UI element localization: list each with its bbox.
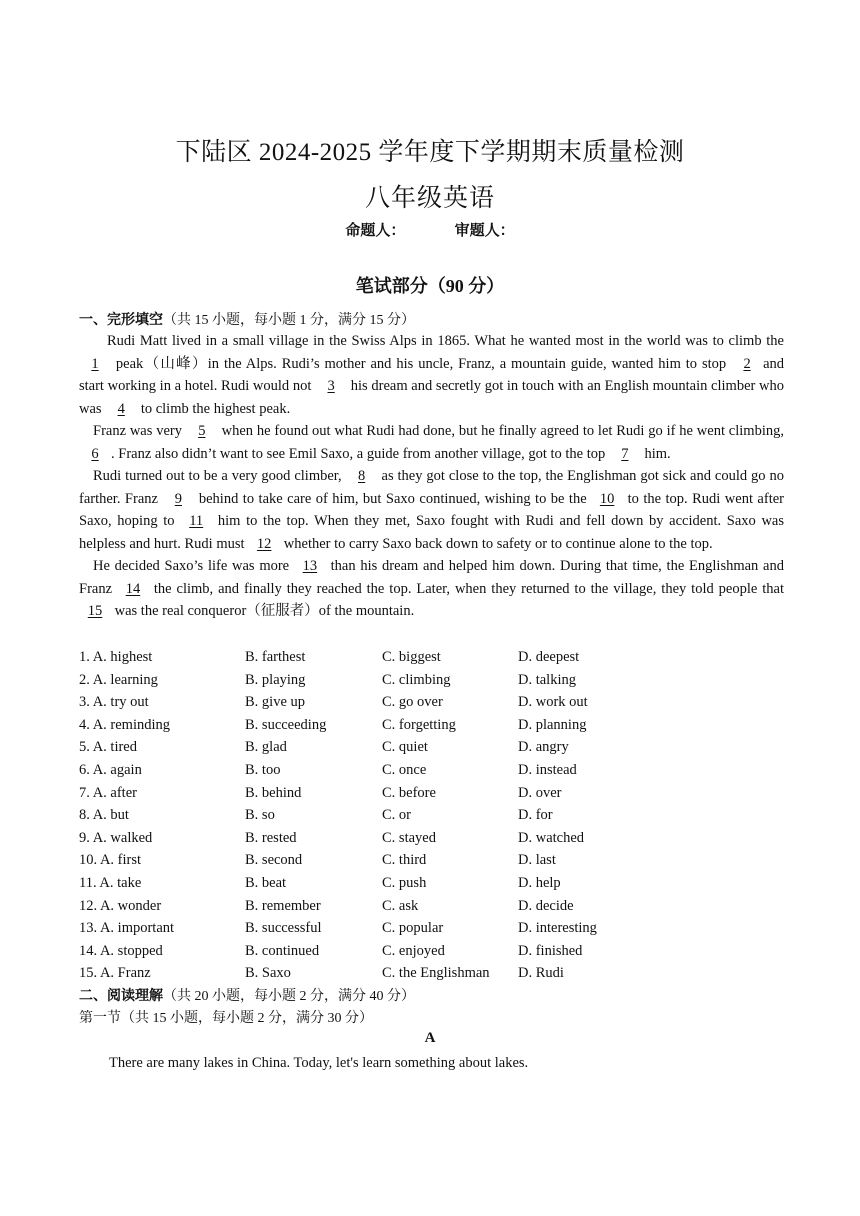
option-choice: C. push: [382, 874, 427, 891]
cloze-blank: 13: [302, 558, 318, 574]
part1-heading: [79, 309, 415, 329]
option-choice: 3. A. try out: [79, 694, 149, 711]
passage-text: . Franz also didn’t want to see Emil Saxo, a guide from another village, got to the top: [111, 445, 609, 462]
part1-heading-note: （共 15 小题，每小题 1 分，满分 15 分）: [163, 313, 415, 328]
passage-text: the climb, and finally they reached the top. Later, when they returned to the village, they told people that: [148, 580, 784, 597]
passage-text: than his dream and helped him down. During that time, the Englishman and Franz: [79, 558, 784, 597]
option-choice: 4. A. reminding: [79, 716, 171, 733]
option-choice: B. continued: [245, 942, 320, 959]
option-choice: B. glad: [245, 739, 287, 756]
setter-label: 命题人：: [345, 221, 406, 239]
passage-text: to the top. Rudi went after Saxo, hoping to: [79, 490, 784, 529]
passage-text: Rudi turned out to be a very good climber,: [93, 468, 346, 484]
option-choice: 10. A. first: [79, 852, 142, 869]
part2-heading: [79, 985, 415, 1005]
option-choice: B. give up: [245, 694, 306, 711]
option-row: [79, 895, 779, 918]
option-row: [79, 691, 779, 714]
option-choice: 11. A. take: [79, 874, 142, 891]
option-choice: 6. A. again: [79, 761, 142, 778]
cloze-blank: 9: [174, 490, 183, 507]
option-choice: C. once: [382, 761, 427, 778]
cloze-blank: 3: [327, 378, 335, 394]
option-choice: D. finished: [518, 942, 583, 959]
option-choice: C. climbing: [382, 671, 451, 688]
passage-text: Franz was very: [93, 423, 186, 439]
option-choice: C. the Englishman: [382, 965, 490, 982]
passage-text: and start working in a hotel. Rudi would not: [79, 355, 784, 394]
passage-text: him to the top. When they met, Saxo fought with Rudi and fell down by accident. Saxo was helpless and hurt. Rudi must: [79, 513, 784, 552]
option-row: [79, 872, 779, 895]
cloze-paragraph-2: [79, 420, 784, 465]
passage-text: as they got close to the top, the Englishman got sick and could go no farther. Franz: [79, 468, 784, 507]
option-choice: B. successful: [245, 920, 322, 937]
option-choice: B. so: [245, 807, 275, 824]
passage-text: whether to carry Saxo back down to safety or to continue alone to the top.: [280, 535, 713, 552]
option-choice: B. succeeding: [245, 716, 327, 733]
exam-subtitle: 八年级英语: [364, 185, 495, 212]
option-choice: D. last: [518, 852, 556, 869]
option-choice: D. deepest: [518, 649, 580, 665]
cloze-paragraph-1: [79, 330, 784, 420]
option-choice: D. Rudi: [518, 965, 564, 982]
passage-text: He decided Saxo’s life was more: [93, 558, 294, 574]
option-choice: B. beat: [245, 874, 287, 891]
option-choice: 5. A. tired: [79, 739, 137, 756]
option-choice: 15. A. Franz: [79, 965, 151, 982]
option-choice: C. before: [382, 784, 436, 801]
cloze-blank: 7: [621, 445, 629, 462]
option-row: [79, 849, 779, 872]
option-choice: C. or: [382, 807, 411, 824]
option-choice: B. playing: [245, 671, 306, 688]
option-choice: 7. A. after: [79, 784, 137, 801]
passage-text: behind to take care of him, but Saxo continued, wishing to be the: [194, 490, 592, 507]
reviewer-label: 审题人：: [454, 221, 515, 239]
option-choice: D. for: [518, 807, 553, 824]
option-choice: D. instead: [518, 761, 577, 778]
option-row: [79, 669, 779, 692]
cloze-paragraph-3: [79, 465, 784, 555]
option-choice: C. go over: [382, 694, 443, 711]
authors-line: [0, 219, 860, 240]
cloze-options: [79, 646, 779, 985]
option-row: [79, 827, 779, 850]
option-row: [79, 962, 779, 985]
option-choice: B. Saxo: [245, 965, 291, 982]
cloze-blank: 4: [117, 400, 125, 417]
passage-intro: There are many lakes in China. Today, let's learn something about lakes.: [109, 1055, 529, 1071]
option-choice: B. second: [245, 852, 303, 869]
option-choice: B. remember: [245, 897, 321, 914]
cloze-passage: [79, 330, 784, 623]
passage-text: to climb the highest peak.: [137, 400, 291, 417]
cloze-blank: 14: [125, 580, 141, 597]
option-choice: D. over: [518, 784, 562, 801]
option-choice: 8. A. but: [79, 807, 129, 824]
cloze-blank: 5: [198, 423, 206, 439]
option-choice: D. interesting: [518, 920, 597, 937]
option-row: [79, 736, 779, 759]
option-row: [79, 782, 779, 805]
section-title: 笔试部分（90 分）: [355, 276, 505, 296]
option-choice: 1. A. highest: [79, 649, 153, 665]
cloze-blank: 1: [91, 355, 99, 372]
option-choice: B. farthest: [245, 649, 306, 665]
passage-letter: A: [424, 1030, 436, 1046]
option-choice: D. work out: [518, 694, 588, 711]
passage-text: him.: [640, 445, 671, 462]
option-choice: B. rested: [245, 829, 297, 846]
option-choice: D. talking: [518, 671, 576, 688]
cloze-blank: 2: [743, 355, 751, 372]
part1-heading-title: 一、完形填空: [79, 313, 163, 328]
option-row: [79, 714, 779, 737]
part2-section1-heading: 第一节（共 15 小题，每小题 2 分，满分 30 分）: [79, 1011, 373, 1026]
option-choice: C. enjoyed: [382, 942, 445, 959]
option-choice: 13. A. important: [79, 920, 175, 937]
option-choice: C. forgetting: [382, 716, 456, 733]
option-row: [79, 646, 779, 669]
cloze-blank: 15: [87, 603, 103, 619]
option-choice: D. help: [518, 874, 561, 891]
passage-text: Rudi Matt lived in a small village in the Swiss Alps in 1865. What he wanted most in the world was to climb the: [107, 333, 784, 349]
option-choice: B. too: [245, 761, 281, 778]
cloze-paragraph-4: [79, 555, 784, 623]
exam-title: 下陆区 2024-2025 学年度下学期期末质量检测: [175, 139, 685, 166]
option-choice: 12. A. wonder: [79, 897, 162, 914]
option-choice: C. ask: [382, 897, 419, 914]
passage-text: peak（山峰）in the Alps. Rudi’s mother and his uncle, Franz, a mountain guide, wanted him to stop: [111, 355, 732, 372]
cloze-blank: 10: [599, 490, 615, 507]
cloze-blank: 11: [189, 513, 204, 529]
option-choice: C. biggest: [382, 649, 441, 665]
option-choice: C. third: [382, 852, 427, 869]
option-choice: D. planning: [518, 716, 587, 733]
passage-text: was the real conqueror（征服者）of the mountain.: [111, 603, 415, 619]
option-choice: B. behind: [245, 784, 302, 801]
option-row: [79, 804, 779, 827]
passage-text: his dream and secretly got in touch with an English mountain climber who was: [79, 378, 784, 417]
option-choice: C. stayed: [382, 829, 436, 846]
option-choice: 14. A. stopped: [79, 942, 163, 959]
part2-heading-title: 二、阅读理解: [79, 989, 163, 1004]
cloze-blank: 6: [91, 445, 99, 462]
option-choice: C. popular: [382, 920, 444, 937]
option-row: [79, 759, 779, 782]
option-choice: D. decide: [518, 897, 574, 914]
option-row: [79, 917, 779, 940]
part2-heading-note: （共 20 小题，每小题 2 分，满分 40 分）: [163, 989, 415, 1004]
option-row: [79, 940, 779, 963]
option-choice: C. quiet: [382, 739, 428, 756]
passage-text: when he found out what Rudi had done, but he finally agreed to let Rudi go if he went climbing,: [217, 423, 784, 439]
cloze-blank: 12: [256, 535, 272, 552]
option-choice: 9. A. walked: [79, 829, 153, 846]
option-choice: D. angry: [518, 739, 569, 756]
option-choice: 2. A. learning: [79, 671, 158, 688]
cloze-blank: 8: [357, 468, 366, 484]
option-choice: D. watched: [518, 829, 585, 846]
